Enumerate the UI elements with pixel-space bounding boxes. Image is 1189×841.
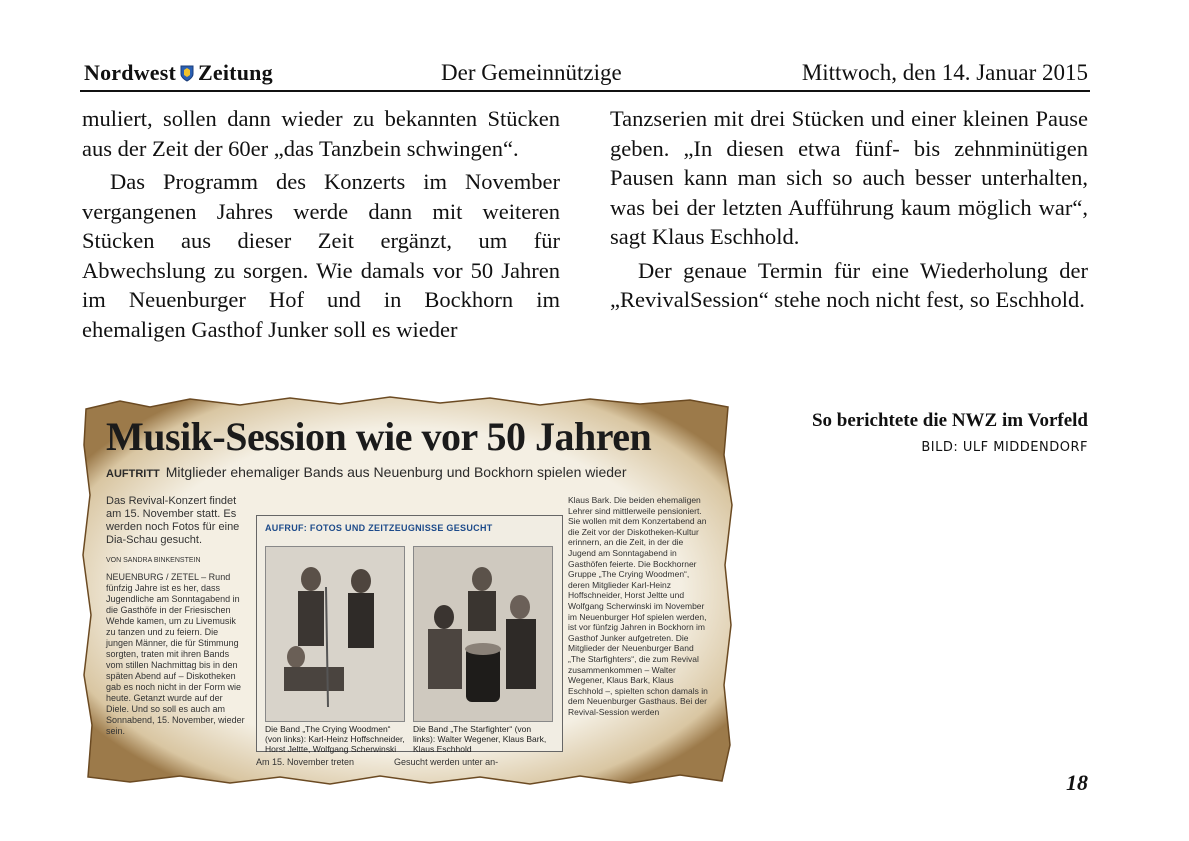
photo-box <box>256 515 563 752</box>
clipping-body <box>106 495 711 775</box>
paragraph: Der genaue Termin für eine Wiederholung der „RevivalSession“ stehe noch nicht fest, so Eschhold. <box>610 257 1088 312</box>
band-photo-image <box>266 547 404 721</box>
section-title: Der Gemeinnützige <box>441 60 622 85</box>
text-column-left <box>82 104 560 344</box>
band-photo-starfighter <box>413 546 553 722</box>
newspaper-clipping <box>80 395 735 787</box>
clipping-content <box>106 415 711 775</box>
band-photo-crying-woodmen <box>265 546 405 722</box>
clipping-subhead <box>106 464 711 480</box>
page-header <box>84 58 1088 90</box>
brand-name-left: Nordwest <box>84 60 177 85</box>
photo-caption: Die Band „The Crying Woodmen“ (von links): Karl-Heinz Hoffschneider, Horst Jeltte, Wolfgang Scherwinski <box>265 724 405 754</box>
paragraph: Das Programm des Konzerts im November vergangenen Jahres werde dann mit weiteren Stücken aus dieser Zeit ergänzt, um für Abwechslung zu sorgen. Wie damals vor 50 Jahren im Neuenburger Hof und in Bockhorn im ehemaligen Gasthof Junker soll es wieder <box>82 169 560 342</box>
band-photo-image <box>414 547 552 721</box>
photo-caption-block <box>812 410 1088 455</box>
clipping-foot-left: Am 15. November treten <box>256 757 355 767</box>
brand-name-right: Zeitung <box>198 60 273 85</box>
clipping-column-3: Klaus Bark. Die beiden ehemaligen Lehrer sind mittlerweile pensioniert. Sie wollen mit dem Konzertabend an die Zeit vor der Diskotheken-Kultur erinnern, an die Zeit, in der die Jugend am Sonntagabend in Gasthöfen feierte. Die Bockhorner Gruppe „The Crying Woodmen“, deren Mitglieder Karl-Heinz Hoffschneider, Horst Jeltte und Wolfgang Scherwinski im November im Neuenburger Hof spielen werden, ist vor fünfzig Jahren in Bockhorn im Gasthof Junker aufgetreten. Die Mitglieder der Neuenburger Band „The Starfighters“, die zum Revival zusammenkommen – Walter Wegener, Klaus Bark, Klaus Eschhold –, spielten schon damals in dem Neuenburger Gasthaus. Bei der Revival-Session werden <box>568 495 708 717</box>
clipping-tag: AUFTRITT <box>106 468 160 480</box>
clipping-lede: Das Revival-Konzert findet am 15. November statt. Es werden noch Fotos für eine Dia-Schau gesucht. <box>106 495 240 546</box>
clipping-byline: VON SANDRA BINKENSTEIN <box>106 557 201 564</box>
clipping-foot-right: Gesucht werden unter an- <box>394 757 499 767</box>
clipping-column-1 <box>106 495 246 737</box>
header-rule <box>80 90 1090 92</box>
newspaper-brand <box>84 60 273 86</box>
clipping-subhead-text: Mitglieder ehemaliger Bands aus Neuenburg und Bockhorn spielen wieder <box>165 464 627 480</box>
text-column-right <box>610 104 1088 315</box>
clipping-footer <box>256 757 561 768</box>
photo-caption: Die Band „The Starfighter“ (von links): Walter Wegener, Klaus Bark, Klaus Eschhold <box>413 724 547 754</box>
paragraph: Tanzserien mit drei Stücken und einer kleinen Pause geben. „In diesen etwa fünf- bis zehnminütigen Pausen kann man sich so auch besser unterhalten, was bei der letzten Aufführung kaum möglich war“, sagt Klaus Eschhold. <box>610 106 1088 249</box>
clipping-col1-text: NEUENBURG / ZETEL – Rund fünfzig Jahre ist es her, dass Jugendliche am Sonntagabend in die Gasthöfe in der Friesischen Wehde kamen, um zu Livemusik zu tanzen und zu feiern. Die jungen Männer, die für Stimmung sorgten, traten mit ihren Bands vom stillen Nachmittag bis in den späten Abend auf – Diskotheken gab es noch nicht in der Form wie heute. Getanzt wurde auf der Diele. Und so soll es auch am Sonnabend, 15. November, wieder sein. <box>106 572 245 736</box>
caption-main: So berichtete die NWZ im Vorfeld <box>811 410 1088 431</box>
issue-date: Mittwoch, den 14. Januar 2015 <box>801 60 1088 85</box>
clipping-headline: Musik-Session wie vor 50 Jahren <box>106 414 652 459</box>
paragraph: muliert, sollen dann wieder zu bekannten Stücken aus der Zeit der 60er „das Tanzbein schwingen“. <box>82 106 560 161</box>
photo-banner: AUFRUF: FOTOS UND ZEITZEUGNISSE GESUCHT <box>265 523 493 533</box>
page-number: 18 <box>1066 770 1088 795</box>
caption-credit: BILD: ULF MIDDENDORF <box>921 440 1088 455</box>
crest-icon <box>180 65 194 82</box>
